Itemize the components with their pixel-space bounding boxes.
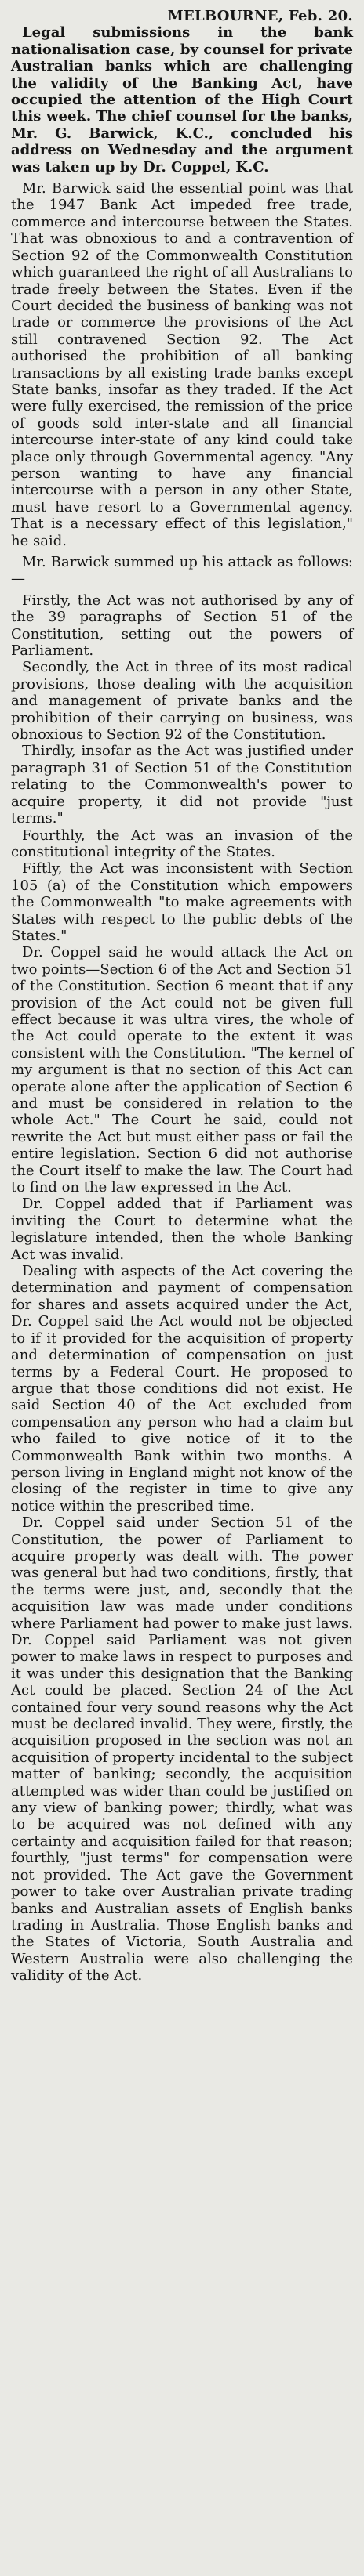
- paragraph-coppel-attack: Dr. Coppel said he would attack the Act on two points—Section 6 of the Act and Section 51 of the Constitution. Section 6 meant that if any provision of the Act could not be given full effect because it was ultra vires, the whole of the Act could operate to the extent it was consistent with the Constitution. "The kernel of my argument is that no section of this Act can operate alone after the application of Section 6 and must be considered in relation to the whole Act." The Court he said, could not rewrite the Act but must either pass or fail the entire legislation. Section 6 did not authorise the Court itself to make the law. The Court had to find on the law expressed in the Act.: [11, 944, 353, 1196]
- dateline: MELBOURNE, Feb. 20.: [167, 8, 353, 24]
- paragraph-summary-intro: Mr. Barwick summed up his attack as follows:—: [11, 554, 353, 588]
- paragraph-point-first: Firstly, the Act was not authorised by any of the 39 paragraphs of Section 51 of the Constitution, setting out the powers of Parliament.: [11, 592, 353, 660]
- paragraph-section-51: Dr. Coppel said under Section 51 of the Constitution, the power of Parliament to acquire property was dealt with. The power was general but had two conditions, firstly, that the terms were just, and, secondly that the acquisition law was made under conditions where Parliament had power to make just laws. Dr. Coppel said Parliament was not given power to make laws in respect to purposes and it was under this designation that the Banking Act could be placed. Section 24 of the Act contained four very sound reasons why the Act must be declared invalid. They were, firstly, the acquisition proposed in the section was not an acquisition of property incidental to the subject matter of banking; secondly, the acquisition attempted was wider than could be justified on any view of banking power; thirdly, what was to be acquired was not defined with any certainty and acquisition failed for that reason; fourthly, "just terms" for compensation were not provided. The Act gave the Government power to take over Australian private trading banks and Australian assets of English banks trading in Australia. Those English banks and the States of Victoria, South Australia and Western Australia were also challenging the validity of the Act.: [11, 1514, 353, 1984]
- paragraph-point-fifth: Fiftly, the Act was inconsistent with Section 105 (a) of the Constitution which empowers the Commonwealth "to make agreements with States with respect to the public debts of the States.": [11, 860, 353, 944]
- paragraph-compensation: Dealing with aspects of the Act covering the determination and payment of compensation for shares and assets acquired under the Act, Dr. Coppel said the Act would not be objected to if it provided for the acquisition of property and determination of compensation on just terms by a Federal Court. He proposed to argue that those conditions did not exist. He said Section 40 of the Act excluded from compensation any person who had a claim but who failed to give notice of it to the Commonwealth Bank within two months. A person living in England might not know of the closing of the register in time to give any notice within the prescribed time.: [11, 1263, 353, 1514]
- paragraph-coppel-parliament: Dr. Coppel added that if Parliament was inviting the Court to determine what the legislature intended, then the whole Banking Act was invalid.: [11, 1196, 353, 1263]
- paragraph-point-third: Thirdly, insofar as the Act was justified under paragraph 31 of Section 51 of the Constitution relating to the Commonwealth's power to acquire property, it did not provide "just terms.": [11, 743, 353, 827]
- paragraph-point-second: Secondly, the Act in three of its most radical provisions, those dealing with the acquisition and management of private banks and the prohibition of their carrying on business, was obnoxious to Section 92 of the Constitution.: [11, 659, 353, 743]
- lead-paragraph: Legal submissions in the bank nationalisation case, by counsel for private Australian banks which are challenging the validity of the Banking Act, have occupied the attention of the High Court this week. The chief counsel for the banks, Mr. G. Barwick, K.C., concluded his address on Wednesday and the argument was taken up by Dr. Coppel, K.C.: [11, 24, 353, 175]
- paragraph-barwick-argument: Mr. Barwick said the essential point was that the 1947 Bank Act impeded free trade, commerce and intercourse between the States. That was obnoxious to and a contravention of Section 92 of the Commonwealth Constitution which guaranteed the right of all Australians to trade freely between the States. Even if the Court decided the business of banking was not trade or commerce the provisions of the Act still contravened Section 92. The Act authorised the prohibition of all banking transactions by all existing trade banks except State banks, insofar as they traded. If the Act were fully exercised, the remission of the price of goods sold inter-state and all financial intercourse inter-state of any kind could take place only through Governmental agency. "Any person wanting to have any financial intercourse with a person in any other State, must have resort to a Governmental agency. That is a necessary effect of this legislation," he said.: [11, 180, 353, 549]
- paragraph-point-fourth: Fourthly, the Act was an invasion of the constitutional integrity of the States.: [11, 827, 353, 860]
